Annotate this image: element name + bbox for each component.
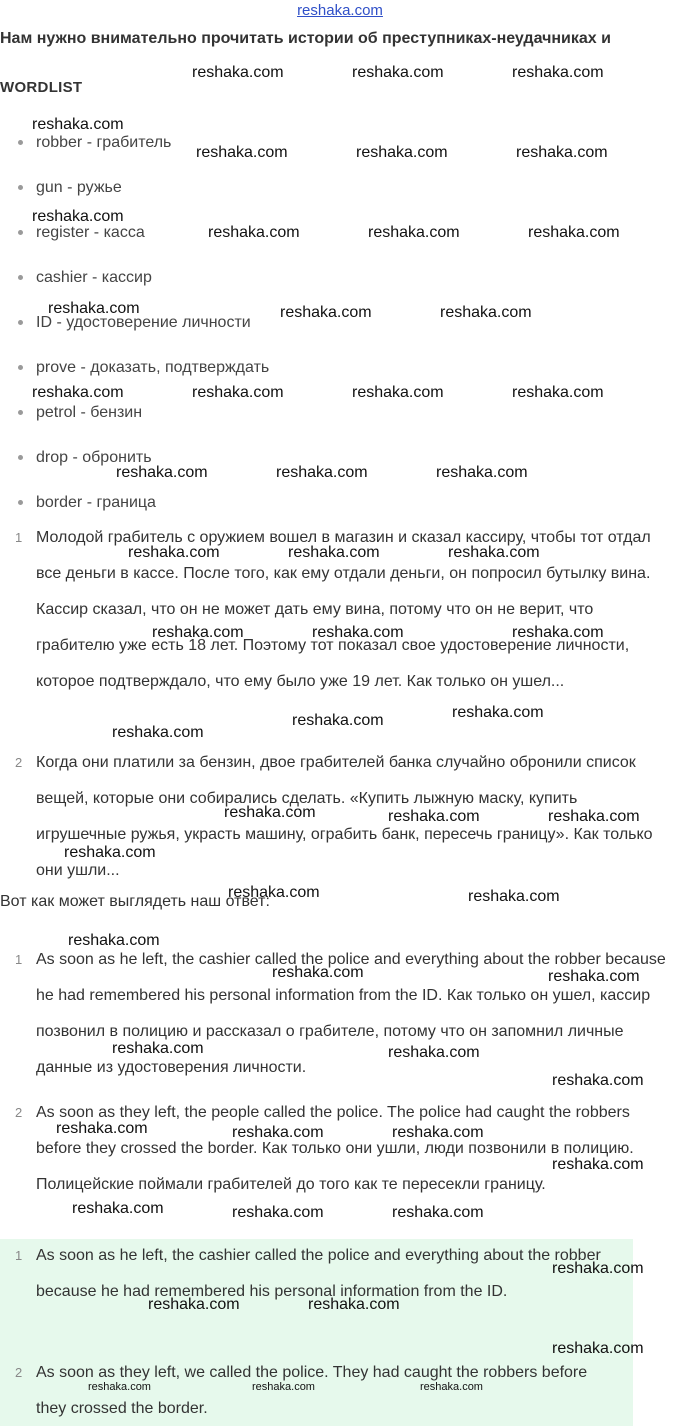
watermark: reshaka.com	[352, 64, 444, 81]
watermark: reshaka.com	[356, 144, 448, 161]
watermark: reshaka.com	[468, 888, 560, 905]
watermark: reshaka.com	[552, 1156, 644, 1173]
watermark: reshaka.com	[48, 300, 140, 317]
watermark: reshaka.com	[232, 1204, 324, 1221]
watermark: reshaka.com	[152, 624, 244, 641]
item-number: 2	[15, 1365, 23, 1380]
bullet-icon	[18, 365, 23, 370]
wordlist-item: border - граница	[18, 494, 658, 512]
story-text: Молодой грабитель с оружием вошел в магазин и сказал кассиру, чтобы тот отдал все деньги в кассе. После того, как ему отдали деньги, он попросил бутылку вина. Кассир сказал, что он не может дать ему вина, потому что он не верит, что грабителю уже есть 18 лет. Поэтому тот показал свое удостоверение личности, которое подтверждало, что ему было уже 19 лет. Как только он ушел...	[36, 529, 651, 690]
watermark: reshaka.com	[368, 224, 460, 241]
watermark: reshaka.com	[32, 116, 124, 133]
watermark: reshaka.com	[420, 1381, 483, 1393]
item-number: 1	[15, 1248, 23, 1263]
watermark: reshaka.com	[72, 1200, 164, 1217]
story-text: Когда они платили за бензин, двое грабителей банка случайно обронили список вещей, которые они собирались сделать. «Купить лыжную маску, купить игрушечные ружья, украсть машину, ограбить банк, пересечь границу». Как только они ушли...	[36, 754, 653, 879]
watermark: reshaka.com	[192, 64, 284, 81]
watermark: reshaka.com	[552, 1072, 644, 1089]
watermark: reshaka.com	[208, 224, 300, 241]
answer-text: As soon as they left, the people called the police. The police had caught the robbers before they crossed the border. Как только они ушли, люди позвонили в полицию. Полицейские поймали грабителей до того как те пересекли границу.	[36, 1104, 634, 1193]
watermark: reshaka.com	[392, 1204, 484, 1221]
wordlist-item: robber - грабитель	[18, 134, 658, 152]
watermark: reshaka.com	[528, 224, 620, 241]
bullet-icon	[18, 500, 23, 505]
item-number: 1	[15, 952, 23, 967]
watermark: reshaka.com	[224, 804, 316, 821]
final-answer-item	[0, 1238, 620, 1310]
watermark: reshaka.com	[548, 808, 640, 825]
wordlist-item: ID - удостоверение личности	[18, 314, 658, 332]
watermark: reshaka.com	[516, 144, 608, 161]
wordlist-item: cashier - кассир	[18, 269, 658, 287]
watermark: reshaka.com	[512, 64, 604, 81]
item-number: 2	[15, 755, 23, 770]
story-item	[0, 520, 670, 700]
watermark: reshaka.com	[228, 884, 320, 901]
watermark: reshaka.com	[552, 1340, 644, 1357]
watermark: reshaka.com	[128, 544, 220, 561]
watermark: reshaka.com	[56, 1120, 148, 1137]
watermark: reshaka.com	[388, 808, 480, 825]
watermark: reshaka.com	[68, 932, 160, 949]
watermark: reshaka.com	[32, 384, 124, 401]
bullet-icon	[18, 140, 23, 145]
wordlist-item: petrol - бензин	[18, 404, 658, 422]
watermark: reshaka.com	[448, 544, 540, 561]
watermark: reshaka.com	[32, 208, 124, 225]
watermark: reshaka.com	[436, 464, 528, 481]
watermark: reshaka.com	[512, 624, 604, 641]
watermark: reshaka.com	[88, 1381, 151, 1393]
wordlist-item: prove - доказать, подтверждать	[18, 359, 658, 377]
wordlist-item: register - касса	[18, 224, 658, 242]
bullet-icon	[18, 455, 23, 460]
watermark: reshaka.com	[288, 544, 380, 561]
watermark: reshaka.com	[276, 464, 368, 481]
watermark: reshaka.com	[280, 304, 372, 321]
watermark: reshaka.com	[452, 704, 544, 721]
answer-text: As soon as he left, the cashier called the police and everything about the robber because he had remembered his personal information from the ID. Как только он ушел, кассир позвонил в полицию и рассказал о грабителе, потому что он запомнил личные данные из удостоверения личности.	[36, 951, 666, 1076]
wordlist-item: gun - ружье	[18, 179, 658, 197]
story-item	[0, 745, 670, 889]
bullet-icon	[18, 320, 23, 325]
answer-item	[0, 942, 670, 1086]
answer-item	[0, 1095, 670, 1203]
watermark: reshaka.com	[192, 384, 284, 401]
item-number: 2	[15, 1105, 23, 1120]
watermark: reshaka.com	[392, 1124, 484, 1141]
answer-intro: Вот как может выглядеть наш ответ:	[0, 893, 270, 910]
watermark: reshaka.com	[252, 1381, 315, 1393]
site-link[interactable]: reshaka.com	[297, 2, 383, 19]
watermark: reshaka.com	[272, 964, 364, 981]
final-answer-text: As soon as they left, we called the police. They had caught the robbers before they crossed the border.	[36, 1364, 588, 1417]
bullet-icon	[18, 275, 23, 280]
watermark: reshaka.com	[112, 724, 204, 741]
watermark: reshaka.com	[312, 624, 404, 641]
watermark: reshaka.com	[548, 968, 640, 985]
bullet-icon	[18, 185, 23, 190]
page-heading: Нам нужно внимательно прочитать истории об преступниках-неудачниках и	[0, 30, 611, 47]
watermark: reshaka.com	[292, 712, 384, 729]
watermark: reshaka.com	[552, 1260, 644, 1277]
watermark: reshaka.com	[440, 304, 532, 321]
watermark: reshaka.com	[352, 384, 444, 401]
watermark: reshaka.com	[232, 1124, 324, 1141]
watermark: reshaka.com	[196, 144, 288, 161]
watermark: reshaka.com	[148, 1296, 240, 1313]
watermark: reshaka.com	[388, 1044, 480, 1061]
watermark: reshaka.com	[64, 844, 156, 861]
bullet-icon	[18, 230, 23, 235]
wordlist-title: WORDLIST	[0, 79, 83, 96]
watermark: reshaka.com	[112, 1040, 204, 1057]
final-answer-text: As soon as he left, the cashier called the police and everything about the robber because he had remembered his personal information from the ID.	[36, 1247, 601, 1300]
wordlist-item: drop - обронить	[18, 449, 658, 467]
final-answer-item	[0, 1355, 620, 1427]
watermark: reshaka.com	[512, 384, 604, 401]
watermark: reshaka.com	[308, 1296, 400, 1313]
watermark: reshaka.com	[116, 464, 208, 481]
item-number: 1	[15, 530, 23, 545]
bullet-icon	[18, 410, 23, 415]
